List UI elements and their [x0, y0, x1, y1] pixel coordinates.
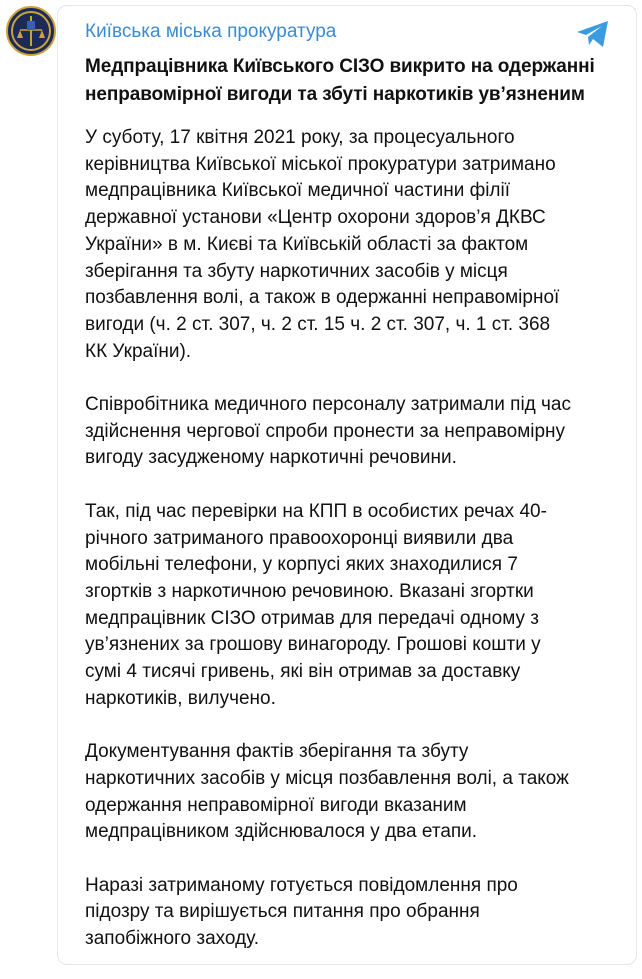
paragraph-line: медпрацівник СІЗО отримав для передачі одному з	[85, 607, 539, 629]
paragraph-line: КК України).	[85, 340, 192, 362]
paragraph-line: здійснення чергової спроби пронести за неправомірну	[85, 420, 566, 442]
post-body	[85, 125, 571, 979]
title-line: Медпрацівника Київського СІЗО викрито на одержанні	[85, 56, 595, 77]
paragraph-line: сумі 4 тисячі гривень, які він отримав за доставку	[85, 661, 521, 683]
paragraph-line: позбавлення волі, а також в одержанні неправомірної	[85, 287, 560, 309]
paragraph-line: Документування фактів зберігання та збуту	[85, 741, 469, 763]
paragraph-line: наркотичних засобів у місця позбавлення волі, а також	[85, 767, 569, 789]
paragraph-line: вигоди (ч. 2 ст. 307, ч. 2 ст. 15 ч. 2 ст. 307, ч. 1 ст. 368	[85, 313, 551, 335]
paragraph-line: запобіжного заходу.	[85, 928, 260, 950]
paragraph-line: України» в м. Києві та Київській області за фактом	[85, 233, 529, 255]
telegram-icon[interactable]	[576, 20, 610, 48]
post-paragraph	[85, 125, 571, 365]
paragraph-line: Співробітника медичного персоналу затримали під час	[85, 394, 571, 416]
paragraph-line: медпрацівника Київської медичної частини філії	[85, 180, 511, 202]
paragraph-line: Наразі затриманому готується повідомлення про	[85, 874, 518, 896]
post-paragraph	[85, 873, 571, 953]
paragraph-line: державної установи «Центр охорони здоров’я ДКВС	[85, 207, 546, 229]
post-paragraph	[85, 499, 571, 713]
channel-name-link[interactable]: Київська міська прокуратура	[85, 21, 337, 42]
paragraph-line: керівництва Київської міської прокуратури затримано	[85, 153, 556, 175]
paragraph-line: медпрацівником здійснювалося у два етапи.	[85, 821, 478, 843]
paragraph-line: згортків з наркотичною речовиною. Вказані згортки	[85, 580, 534, 602]
paragraph-line: вигоду засудженому наркотичні речовини.	[85, 447, 457, 469]
paragraph-line: наркотиків, вилучено.	[85, 687, 276, 709]
paragraph-line: одержання неправомірної вигоди вказаним	[85, 794, 467, 816]
post-title	[85, 53, 595, 109]
post-paragraph	[85, 392, 571, 472]
paragraph-line: підозру та вирішується питання про обрання	[85, 901, 480, 923]
post-paragraph	[85, 739, 571, 846]
channel-avatar[interactable]	[6, 6, 56, 56]
paragraph-line: річного затриманого правоохоронці виявили два	[85, 527, 514, 549]
paragraph-line: У суботу, 17 квітня 2021 року, за процесуального	[85, 127, 515, 148]
title-line: неправомірної вигоди та збуті наркотиків ув’язненим	[85, 84, 585, 105]
paragraph-line: ув’язнених за грошову винагороду. Грошові кошти у	[85, 634, 541, 656]
paragraph-line: мобільні телефони, у корпусі яких знаходилися 7	[85, 554, 518, 576]
prosecutor-emblem-icon	[8, 8, 54, 54]
paragraph-line: зберігання та збуту наркотичних засобів у місця	[85, 260, 508, 282]
paragraph-line: Так, під час перевірки на КПП в особистих речах 40-	[85, 500, 547, 522]
